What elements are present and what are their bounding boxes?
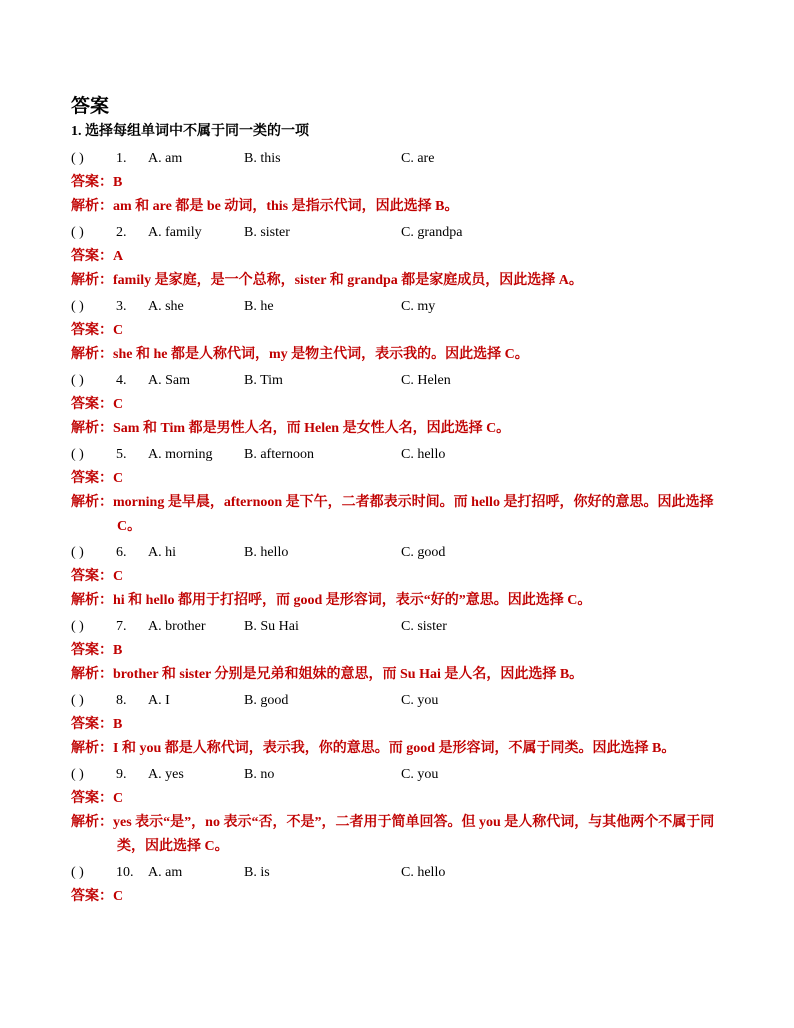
option-a: A. I [148,693,170,708]
answer-label: 答案： [71,397,113,412]
question-number: 10. [116,865,134,880]
answer-line [71,467,741,491]
answer-line [71,885,741,909]
answer-value: C [113,323,124,338]
section-heading: 1. 选择每组单词中不属于同一类的一项 [71,124,309,139]
answer-line [71,393,741,417]
option-a: A. brother [148,619,206,634]
option-b: B. Tim [244,373,283,388]
answer-value: C [113,791,124,806]
option-c: C. my [401,299,436,314]
answer-blank: ( ) [71,767,84,782]
answer-label: 答案： [71,175,113,190]
option-a: A. she [148,299,184,314]
question-row [71,763,741,787]
option-c: C. are [401,151,435,166]
explanation-label: 解析： [71,347,113,362]
explanation-text: family 是家庭，是一个总称，sister 和 grandpa 都是家庭成员，因此选择 A。 [113,273,583,288]
question-number: 6. [116,545,127,560]
option-c: C. you [401,767,439,782]
explanation-line [71,195,741,219]
option-c: C. hello [401,447,446,462]
option-b: B. good [244,693,289,708]
question-number: 1. [116,151,127,166]
answer-line [71,787,741,811]
answer-label: 答案： [71,249,113,264]
option-c: C. grandpa [401,225,463,240]
answer-label: 答案： [71,643,113,658]
explanation-label: 解析： [71,273,113,288]
explanation-line [71,737,741,761]
explanation-text: I 和 you 都是人称代词，表示我，你的意思。而 good 是形容词，不属于同类。因此选择 B。 [113,741,676,756]
explanation-label: 解析： [71,421,113,436]
question-number: 2. [116,225,127,240]
answer-line [71,713,741,737]
explanation-label: 解析： [71,815,113,830]
option-b: B. hello [244,545,289,560]
question-number: 5. [116,447,127,462]
answer-label: 答案： [71,323,113,338]
explanation-text: hi 和 hello 都用于打招呼，而 good 是形容词，表示“好的”意思。因此选择 C。 [113,593,592,608]
question-row [71,443,741,467]
answer-blank: ( ) [71,299,84,314]
question-number: 4. [116,373,127,388]
explanation-line [71,491,741,539]
answer-blank: ( ) [71,225,84,240]
explanation-text: Sam 和 Tim 都是男性人名，而 Helen 是女性人名，因此选择 C。 [113,421,511,436]
option-a: A. morning [148,447,213,462]
option-c: C. you [401,693,439,708]
answer-line [71,319,741,343]
answer-content [71,93,741,909]
option-c: C. hello [401,865,446,880]
answer-value: C [113,569,124,584]
answer-value: C [113,889,124,904]
option-a: A. family [148,225,202,240]
question-row [71,689,741,713]
answer-line [71,639,741,663]
explanation-line [71,417,741,441]
explanation-text: brother 和 sister 分别是兄弟和姐妹的意思，而 Su Hai 是人名，因此选择 B。 [113,667,584,682]
question-row [71,221,741,245]
explanation-label: 解析： [71,199,113,214]
question-row [71,295,741,319]
question-number: 3. [116,299,127,314]
explanation-label: 解析： [71,495,113,510]
question-row [71,541,741,565]
answer-blank: ( ) [71,447,84,462]
option-b: B. sister [244,225,290,240]
answer-label: 答案： [71,717,113,732]
question-number: 7. [116,619,127,634]
answer-line [71,245,741,269]
answer-blank: ( ) [71,693,84,708]
answer-blank: ( ) [71,545,84,560]
explanation-line [71,811,741,859]
answer-label: 答案： [71,889,113,904]
option-b: B. this [244,151,281,166]
option-c: C. Helen [401,373,451,388]
option-a: A. Sam [148,373,190,388]
answer-blank: ( ) [71,619,84,634]
explanation-line [71,343,741,367]
answer-label: 答案： [71,471,113,486]
option-a: A. hi [148,545,176,560]
option-b: B. is [244,865,270,880]
explanation-line [71,269,741,293]
explanation-label: 解析： [71,741,113,756]
answer-blank: ( ) [71,151,84,166]
question-row [71,615,741,639]
explanation-text: morning 是早晨，afternoon 是下午，二者都表示时间。而 hello 是打招呼，你好的意思。因此选择 C。 [113,495,714,534]
answer-line [71,565,741,589]
option-b: B. no [244,767,275,782]
option-a: A. am [148,865,183,880]
answer-blank: ( ) [71,373,84,388]
explanation-text: yes 表示“是”，no 表示“否，不是”，二者用于简单回答。但 you 是人称代词，与其他两个不属于同类，因此选择 C。 [113,815,715,854]
answer-value: B [113,175,123,190]
answer-value: C [113,397,124,412]
option-b: B. Su Hai [244,619,299,634]
answer-value: B [113,643,123,658]
question-row [71,369,741,393]
explanation-text: she 和 he 都是人称代词，my 是物主代词，表示我的。因此选择 C。 [113,347,529,362]
answer-line [71,171,741,195]
answer-label: 答案： [71,569,113,584]
answer-label: 答案： [71,791,113,806]
option-c: C. sister [401,619,447,634]
option-b: B. he [244,299,274,314]
explanation-line [71,589,741,613]
explanation-label: 解析： [71,593,113,608]
answer-value: A [113,249,124,264]
explanation-label: 解析： [71,667,113,682]
option-c: C. good [401,545,446,560]
option-a: A. am [148,151,183,166]
question-number: 8. [116,693,127,708]
answer-blank: ( ) [71,865,84,880]
question-number: 9. [116,767,127,782]
explanation-text: am 和 are 都是 be 动词，this 是指示代词，因此选择 B。 [113,199,459,214]
answer-value: C [113,471,124,486]
question-list [71,147,741,909]
explanation-line [71,663,741,687]
option-a: A. yes [148,767,184,782]
option-b: B. afternoon [244,447,314,462]
page-title: 答案 [71,96,110,117]
question-row [71,147,741,171]
answer-value: B [113,717,123,732]
question-row [71,861,741,885]
